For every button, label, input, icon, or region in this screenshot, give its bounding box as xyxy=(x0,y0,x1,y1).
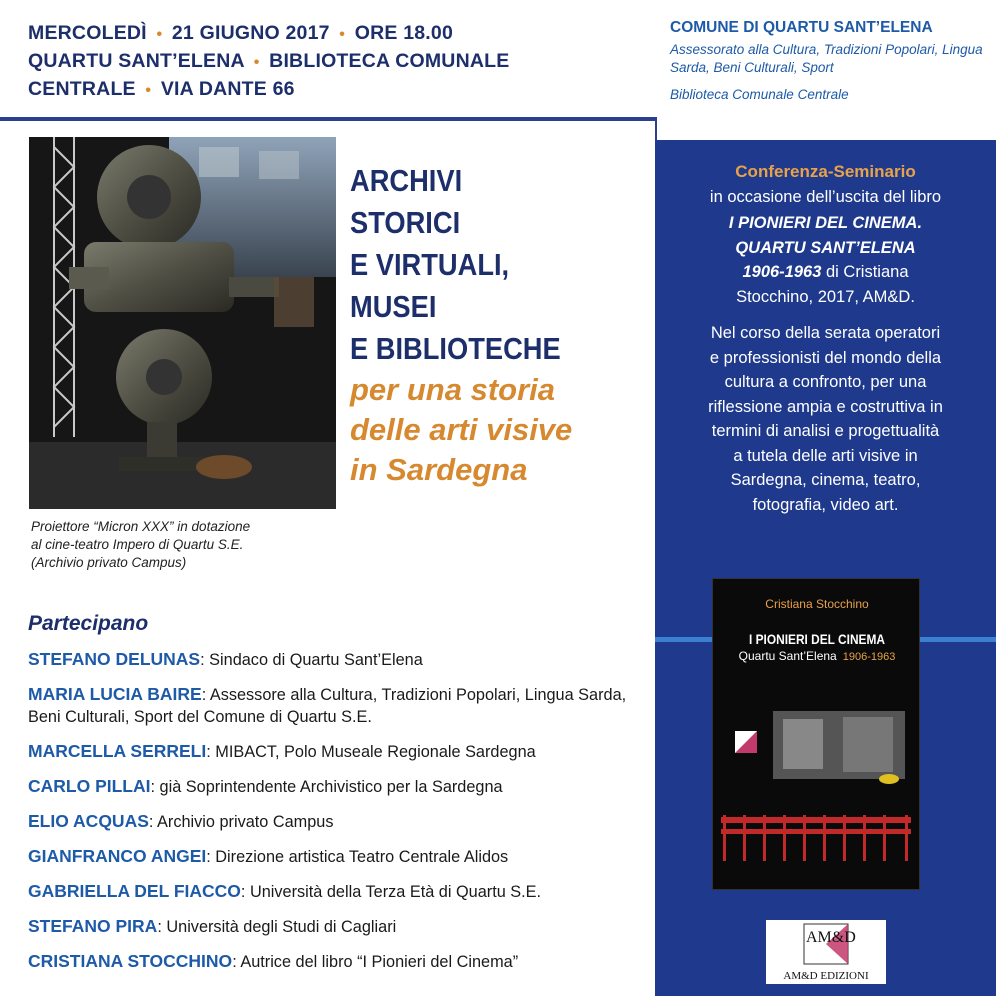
event-day: MERCOLEDÌ xyxy=(28,22,147,44)
participant xyxy=(28,845,648,868)
book-author: Cristiana Stocchino xyxy=(765,597,869,611)
participant-role: : Archivio privato Campus xyxy=(148,813,334,831)
subtitle-line: delle arti visive xyxy=(350,412,573,447)
panel-desc-line: a tutela delle arti visive in xyxy=(733,446,918,465)
participant-role: : Autrice del libro “I Pionieri del Cinema” xyxy=(232,953,519,971)
event-venue-line xyxy=(28,48,628,76)
panel-desc-line: termini di analisi e progettualità xyxy=(711,422,940,440)
participant-role: : Università degli Studi di Cagliari xyxy=(157,918,397,936)
participant-role: : Assessore alla Cultura, Tradizioni Popolari, Lingua Sarda, Beni Culturali, Sport del Comune di Quartu S.E. xyxy=(28,686,627,726)
panel-desc-line: e professionisti del mondo della xyxy=(709,348,942,367)
participant-name: MARCELLA SERRELI xyxy=(28,741,207,761)
participant-role: : Sindaco di Quartu Sant’Elena xyxy=(200,651,423,669)
publisher-logo xyxy=(766,920,886,984)
event-date-line xyxy=(28,20,628,48)
caption-line: al cine-teatro Impero di Quartu S.E. xyxy=(31,537,244,552)
title-line: ARCHIVI xyxy=(350,163,463,198)
event-address-line xyxy=(28,76,628,104)
photo-caption xyxy=(31,518,331,572)
separator-dot: • xyxy=(156,26,163,43)
header-right-rule xyxy=(655,117,657,141)
event-time: ORE 18.00 xyxy=(354,22,454,44)
panel-text xyxy=(655,160,996,517)
caption-line: (Archivio privato Campus) xyxy=(31,555,187,570)
title-line: E BIBLIOTECHE xyxy=(350,331,561,366)
participant-role: : Direzione artistica Teatro Centrale Alidos xyxy=(206,848,509,866)
amd-logo-icon xyxy=(766,920,886,968)
organizer-title: COMUNE DI QUARTU SANT’ELENA xyxy=(670,19,933,36)
participant-name: CARLO PILLAI xyxy=(28,776,151,796)
publisher-name: AM&D EDIZIONI xyxy=(783,970,869,982)
participant xyxy=(28,683,648,728)
participant-name: STEFANO PIRA xyxy=(28,916,158,936)
participant-name: GABRIELLA DEL FIACCO xyxy=(28,881,241,901)
event-date: 21 GIUGNO 2017 xyxy=(171,22,330,44)
panel-book-years-line xyxy=(655,260,996,285)
organizer-library: Biblioteca Comunale Centrale xyxy=(670,87,849,102)
title-line: E VIRTUALI, xyxy=(350,247,510,282)
panel-desc-line: fotografia, video art. xyxy=(752,495,899,514)
participant-name: CRISTIANA STOCCHINO xyxy=(28,951,233,971)
panel-desc-line: riflessione ampia e costruttiva in xyxy=(708,397,943,416)
participant-name: GIANFRANCO ANGEI xyxy=(28,846,207,866)
logo-mark: AM&D xyxy=(806,929,856,946)
participant xyxy=(28,915,648,938)
event-venue-cont: CENTRALE xyxy=(28,78,136,100)
participant-role: : Università della Terza Età di Quartu S.E. xyxy=(240,883,542,901)
header-rule xyxy=(0,117,655,121)
event-city: QUARTU SANT’ELENA xyxy=(28,50,245,72)
participant-role: : già Soprintendente Archivistico per la Sardegna xyxy=(150,778,503,796)
participant xyxy=(28,740,648,763)
projector-photo xyxy=(29,137,336,509)
participant-name: MARIA LUCIA BAIRE xyxy=(28,684,202,704)
panel-book-by: di Cristiana xyxy=(821,263,909,281)
participant-name: STEFANO DELUNAS xyxy=(28,649,201,669)
subtitle-line: in Sardegna xyxy=(350,452,528,487)
book-title: I PIONIERI DEL CINEMA xyxy=(749,631,885,647)
panel-book-title-2: QUARTU SANT’ELENA xyxy=(735,238,916,257)
book-cover-art xyxy=(713,579,921,891)
title-line: STORICI xyxy=(350,205,461,240)
event-title xyxy=(350,160,640,490)
projector-illustration xyxy=(29,137,336,509)
panel-desc-line: Sardegna, cinema, teatro, xyxy=(730,471,921,489)
book-years: 1906-1963 xyxy=(842,651,896,663)
participant-role: : MIBACT, Polo Museale Regionale Sardegna xyxy=(206,743,536,761)
event-header xyxy=(28,20,628,104)
event-address: VIA DANTE 66 xyxy=(160,78,295,100)
participant xyxy=(28,810,648,833)
panel-book-meta: Stocchino, 2017, AM&D. xyxy=(736,287,915,306)
separator-dot: • xyxy=(145,82,152,99)
participant xyxy=(28,775,648,798)
panel-book-title-1: I PIONIERI DEL CINEMA. xyxy=(728,214,923,232)
subtitle-line: per una storia xyxy=(350,372,555,407)
separator-dot: • xyxy=(339,26,346,43)
book-cover xyxy=(712,578,920,890)
panel-desc-line: cultura a confronto, per una xyxy=(724,373,927,391)
participant-name: ELIO ACQUAS xyxy=(28,811,149,831)
title-line: MUSEI xyxy=(350,289,437,324)
panel-intro: in occasione dell’uscita del libro xyxy=(709,187,942,206)
caption-line: Proiettore “Micron XXX” in dotazione xyxy=(31,519,251,534)
organizer-block xyxy=(670,18,990,104)
participants-heading: Partecipano xyxy=(28,612,149,635)
organizer-dept: Assessorato alla Cultura, Tradizioni Popolari, Lingua Sarda, Beni Culturali, Sport xyxy=(670,42,983,75)
panel-kicker: Conferenza-Seminario xyxy=(735,162,916,181)
event-venue: BIBLIOTECA COMUNALE xyxy=(269,50,510,72)
participant xyxy=(28,950,648,973)
separator-dot: • xyxy=(253,54,260,71)
panel-desc-line: Nel corso della serata operatori xyxy=(710,324,941,342)
participant xyxy=(28,880,648,903)
panel-book-years: 1906-1963 xyxy=(742,263,822,281)
book-subtitle: Quartu Sant’Elena xyxy=(738,649,837,663)
participants-list xyxy=(28,648,648,985)
participant xyxy=(28,648,648,671)
